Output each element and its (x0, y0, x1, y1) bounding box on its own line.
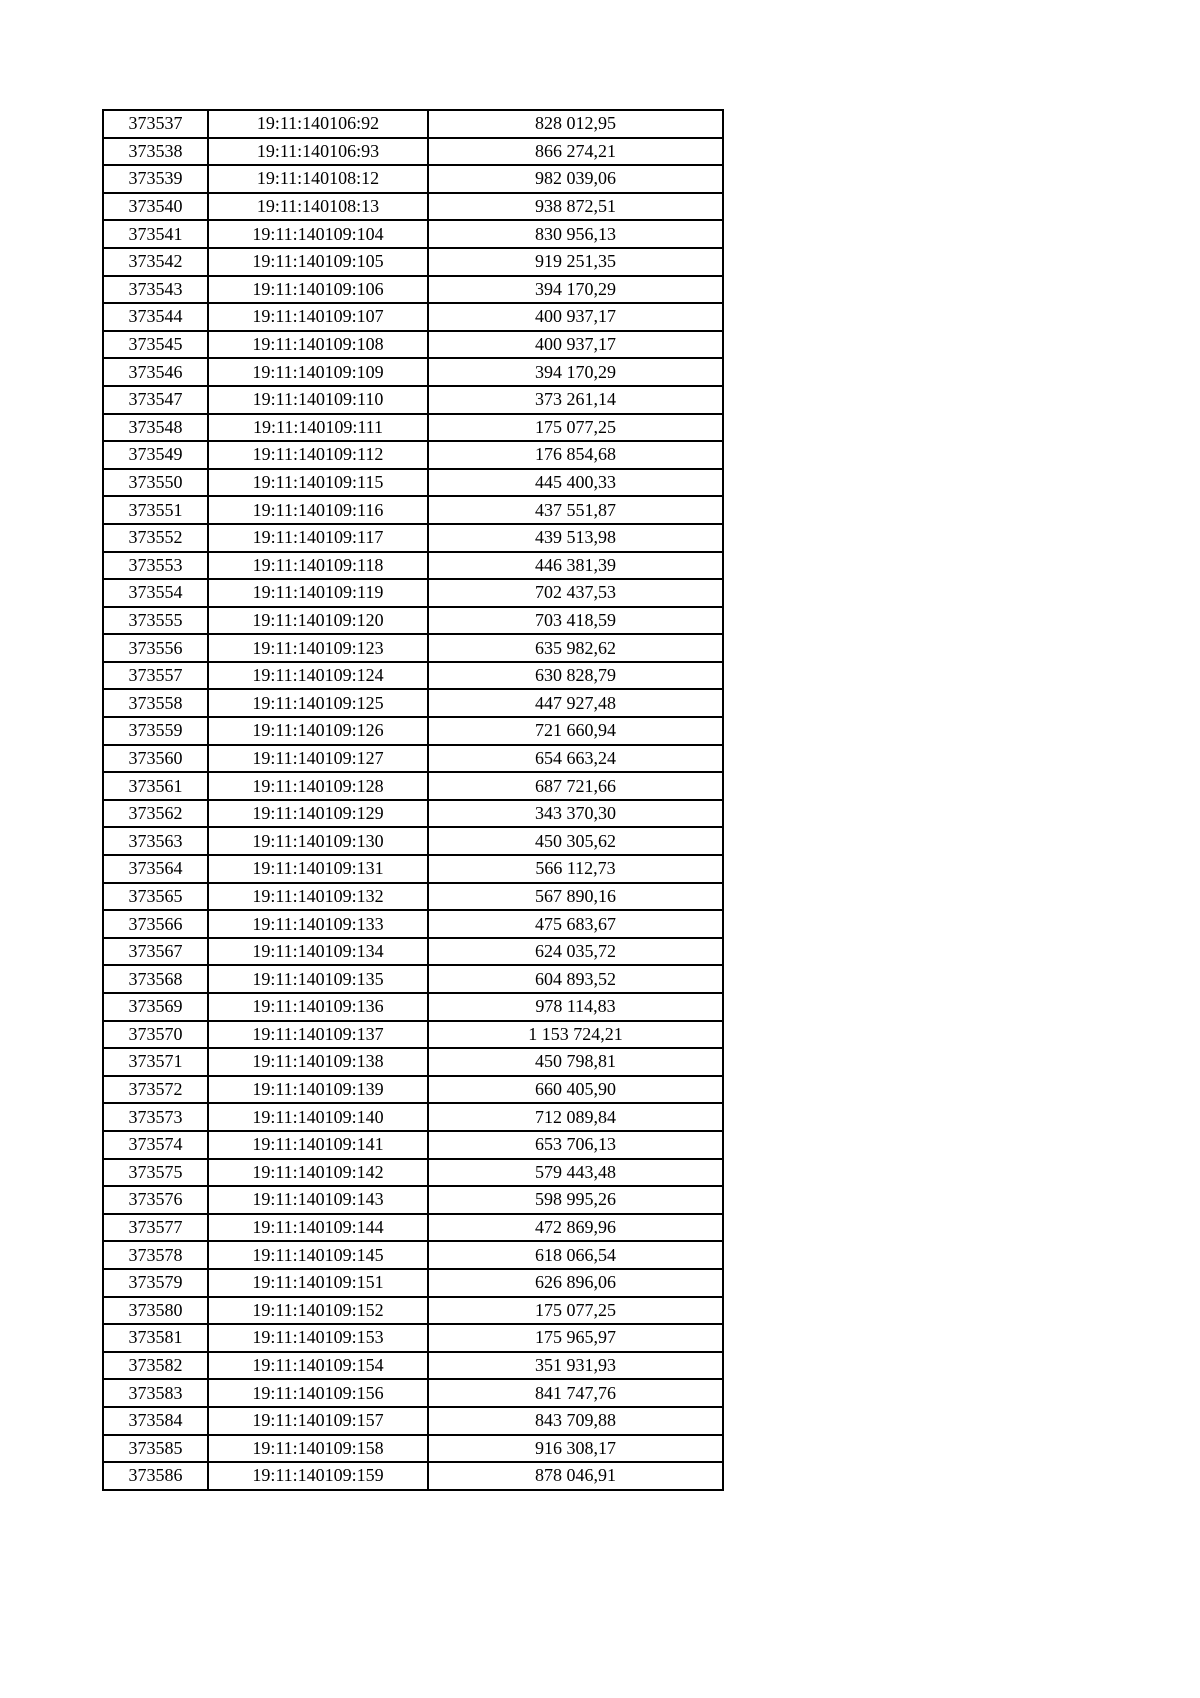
cadastral-value-cell: 604 893,52 (428, 965, 723, 993)
cadastral-number-cell: 19:11:140109:137 (208, 1021, 428, 1049)
cadastral-value-cell: 450 305,62 (428, 827, 723, 855)
table-row (103, 689, 723, 717)
cadastral-number-cell: 19:11:140106:92 (208, 110, 428, 138)
table-row (103, 855, 723, 883)
cadastral-value-cell: 450 798,81 (428, 1048, 723, 1076)
cadastral-number-cell: 19:11:140109:126 (208, 717, 428, 745)
row-number-cell: 373546 (103, 358, 208, 386)
table-row (103, 1352, 723, 1380)
cadastral-value-cell: 400 937,17 (428, 331, 723, 359)
cadastral-number-cell: 19:11:140109:128 (208, 772, 428, 800)
row-number-cell: 373584 (103, 1407, 208, 1435)
table-row (103, 165, 723, 193)
cadastral-value-cell: 660 405,90 (428, 1076, 723, 1104)
table-row (103, 717, 723, 745)
row-number-cell: 373583 (103, 1379, 208, 1407)
cadastral-number-cell: 19:11:140109:131 (208, 855, 428, 883)
cadastral-value-cell: 878 046,91 (428, 1462, 723, 1490)
row-number-cell: 373570 (103, 1021, 208, 1049)
cadastral-value-cell: 702 437,53 (428, 579, 723, 607)
table-row (103, 883, 723, 911)
cadastral-value-cell: 343 370,30 (428, 800, 723, 828)
cadastral-value-cell: 175 077,25 (428, 1297, 723, 1325)
table-row (103, 469, 723, 497)
table-row (103, 1021, 723, 1049)
cadastral-number-cell: 19:11:140109:124 (208, 662, 428, 690)
cadastral-number-cell: 19:11:140109:105 (208, 248, 428, 276)
row-number-cell: 373544 (103, 303, 208, 331)
row-number-cell: 373554 (103, 579, 208, 607)
cadastral-value-cell: 175 077,25 (428, 414, 723, 442)
cadastral-number-cell: 19:11:140109:154 (208, 1352, 428, 1380)
table-row (103, 910, 723, 938)
table-row (103, 1269, 723, 1297)
cadastral-value-cell: 916 308,17 (428, 1435, 723, 1463)
row-number-cell: 373559 (103, 717, 208, 745)
row-number-cell: 373537 (103, 110, 208, 138)
table-row (103, 358, 723, 386)
cadastral-number-cell: 19:11:140109:138 (208, 1048, 428, 1076)
row-number-cell: 373550 (103, 469, 208, 497)
cadastral-number-cell: 19:11:140109:110 (208, 386, 428, 414)
table-row (103, 1159, 723, 1187)
cadastral-number-cell: 19:11:140109:108 (208, 331, 428, 359)
table-row (103, 331, 723, 359)
row-number-cell: 373568 (103, 965, 208, 993)
row-number-cell: 373566 (103, 910, 208, 938)
cadastral-number-cell: 19:11:140109:141 (208, 1131, 428, 1159)
row-number-cell: 373549 (103, 441, 208, 469)
row-number-cell: 373540 (103, 193, 208, 221)
row-number-cell: 373577 (103, 1214, 208, 1242)
table-row (103, 993, 723, 1021)
row-number-cell: 373543 (103, 276, 208, 304)
table-row (103, 1462, 723, 1490)
cadastral-number-cell: 19:11:140109:119 (208, 579, 428, 607)
table-row (103, 745, 723, 773)
table-row (103, 579, 723, 607)
table-row (103, 110, 723, 138)
table-row (103, 386, 723, 414)
cadastral-value-cell: 598 995,26 (428, 1186, 723, 1214)
table-row (103, 552, 723, 580)
cadastral-value-cell: 446 381,39 (428, 552, 723, 580)
cadastral-value-cell: 654 663,24 (428, 745, 723, 773)
table-row (103, 1241, 723, 1269)
cadastral-number-cell: 19:11:140109:144 (208, 1214, 428, 1242)
row-number-cell: 373542 (103, 248, 208, 276)
cadastral-number-cell: 19:11:140109:106 (208, 276, 428, 304)
table-row (103, 800, 723, 828)
cadastral-number-cell: 19:11:140109:156 (208, 1379, 428, 1407)
cadastral-number-cell: 19:11:140109:118 (208, 552, 428, 580)
table-row (103, 414, 723, 442)
cadastral-value-cell: 841 747,76 (428, 1379, 723, 1407)
table-row (103, 496, 723, 524)
row-number-cell: 373564 (103, 855, 208, 883)
cadastral-value-cell: 566 112,73 (428, 855, 723, 883)
cadastral-value-cell: 982 039,06 (428, 165, 723, 193)
cadastral-number-cell: 19:11:140109:130 (208, 827, 428, 855)
row-number-cell: 373580 (103, 1297, 208, 1325)
row-number-cell: 373551 (103, 496, 208, 524)
row-number-cell: 373562 (103, 800, 208, 828)
table-row (103, 303, 723, 331)
table-row (103, 524, 723, 552)
cadastral-number-cell: 19:11:140109:129 (208, 800, 428, 828)
cadastral-number-cell: 19:11:140109:104 (208, 220, 428, 248)
cadastral-number-cell: 19:11:140109:115 (208, 469, 428, 497)
row-number-cell: 373561 (103, 772, 208, 800)
row-number-cell: 373541 (103, 220, 208, 248)
cadastral-value-cell: 703 418,59 (428, 607, 723, 635)
cadastral-value-cell: 400 937,17 (428, 303, 723, 331)
cadastral-value-cell: 712 089,84 (428, 1103, 723, 1131)
cadastral-value-cell: 445 400,33 (428, 469, 723, 497)
cadastral-value-cell: 687 721,66 (428, 772, 723, 800)
cadastral-number-cell: 19:11:140109:134 (208, 938, 428, 966)
row-number-cell: 373545 (103, 331, 208, 359)
cadastral-number-cell: 19:11:140109:145 (208, 1241, 428, 1269)
cadastral-value-cell: 175 965,97 (428, 1324, 723, 1352)
row-number-cell: 373565 (103, 883, 208, 911)
table-row (103, 1214, 723, 1242)
cadastral-value-cell: 828 012,95 (428, 110, 723, 138)
table-row (103, 1435, 723, 1463)
row-number-cell: 373539 (103, 165, 208, 193)
table-row (103, 1048, 723, 1076)
cadastral-number-cell: 19:11:140109:116 (208, 496, 428, 524)
cadastral-number-cell: 19:11:140108:12 (208, 165, 428, 193)
cadastral-number-cell: 19:11:140108:13 (208, 193, 428, 221)
cadastral-value-cell: 866 274,21 (428, 138, 723, 166)
table-row (103, 138, 723, 166)
table-row (103, 772, 723, 800)
table-row (103, 441, 723, 469)
table-row (103, 276, 723, 304)
cadastral-value-cell: 567 890,16 (428, 883, 723, 911)
cadastral-value-cell: 447 927,48 (428, 689, 723, 717)
table-row (103, 1103, 723, 1131)
table-row (103, 220, 723, 248)
cadastral-number-cell: 19:11:140109:143 (208, 1186, 428, 1214)
table-row (103, 965, 723, 993)
cadastral-value-cell: 176 854,68 (428, 441, 723, 469)
cadastral-number-cell: 19:11:140109:109 (208, 358, 428, 386)
cadastral-value-cell: 630 828,79 (428, 662, 723, 690)
cadastral-number-cell: 19:11:140109:142 (208, 1159, 428, 1187)
cadastral-value-cell: 394 170,29 (428, 358, 723, 386)
row-number-cell: 373557 (103, 662, 208, 690)
cadastral-value-cell: 1 153 724,21 (428, 1021, 723, 1049)
cadastral-value-cell: 721 660,94 (428, 717, 723, 745)
cadastral-value-cell: 394 170,29 (428, 276, 723, 304)
cadastral-number-cell: 19:11:140109:159 (208, 1462, 428, 1490)
row-number-cell: 373574 (103, 1131, 208, 1159)
table-row (103, 1379, 723, 1407)
cadastral-number-cell: 19:11:140109:135 (208, 965, 428, 993)
cadastral-value-cell: 919 251,35 (428, 248, 723, 276)
cadastral-value-cell: 635 982,62 (428, 634, 723, 662)
cadastral-number-cell: 19:11:140109:120 (208, 607, 428, 635)
table-row (103, 607, 723, 635)
cadastral-value-cell: 626 896,06 (428, 1269, 723, 1297)
row-number-cell: 373569 (103, 993, 208, 1021)
row-number-cell: 373578 (103, 1241, 208, 1269)
cadastral-value-cell: 830 956,13 (428, 220, 723, 248)
table-body (103, 110, 723, 1490)
row-number-cell: 373582 (103, 1352, 208, 1380)
cadastral-number-cell: 19:11:140109:123 (208, 634, 428, 662)
cadastral-value-cell: 624 035,72 (428, 938, 723, 966)
cadastral-number-cell: 19:11:140109:125 (208, 689, 428, 717)
cadastral-number-cell: 19:11:140109:107 (208, 303, 428, 331)
table-row (103, 1407, 723, 1435)
row-number-cell: 373538 (103, 138, 208, 166)
table-row (103, 938, 723, 966)
row-number-cell: 373571 (103, 1048, 208, 1076)
cadastral-number-cell: 19:11:140106:93 (208, 138, 428, 166)
row-number-cell: 373576 (103, 1186, 208, 1214)
row-number-cell: 373572 (103, 1076, 208, 1104)
row-number-cell: 373560 (103, 745, 208, 773)
cadastral-number-cell: 19:11:140109:158 (208, 1435, 428, 1463)
table-row (103, 1131, 723, 1159)
cadastral-number-cell: 19:11:140109:112 (208, 441, 428, 469)
table-row (103, 1076, 723, 1104)
cadastral-number-cell: 19:11:140109:151 (208, 1269, 428, 1297)
cadastral-value-cell: 618 066,54 (428, 1241, 723, 1269)
cadastral-value-cell: 475 683,67 (428, 910, 723, 938)
cadastral-number-cell: 19:11:140109:133 (208, 910, 428, 938)
cadastral-number-cell: 19:11:140109:157 (208, 1407, 428, 1435)
row-number-cell: 373586 (103, 1462, 208, 1490)
cadastral-number-cell: 19:11:140109:132 (208, 883, 428, 911)
table-row (103, 248, 723, 276)
cadastral-value-cell: 439 513,98 (428, 524, 723, 552)
cadastral-number-cell: 19:11:140109:153 (208, 1324, 428, 1352)
cadastral-value-cell: 938 872,51 (428, 193, 723, 221)
cadastral-number-cell: 19:11:140109:117 (208, 524, 428, 552)
row-number-cell: 373573 (103, 1103, 208, 1131)
cadastral-value-cell: 978 114,83 (428, 993, 723, 1021)
cadastral-value-cell: 351 931,93 (428, 1352, 723, 1380)
row-number-cell: 373555 (103, 607, 208, 635)
cadastral-value-cell: 843 709,88 (428, 1407, 723, 1435)
row-number-cell: 373553 (103, 552, 208, 580)
row-number-cell: 373579 (103, 1269, 208, 1297)
row-number-cell: 373567 (103, 938, 208, 966)
table-row (103, 827, 723, 855)
cadastral-value-cell: 373 261,14 (428, 386, 723, 414)
row-number-cell: 373552 (103, 524, 208, 552)
cadastral-number-cell: 19:11:140109:127 (208, 745, 428, 773)
row-number-cell: 373547 (103, 386, 208, 414)
cadastral-number-cell: 19:11:140109:111 (208, 414, 428, 442)
cadastral-value-cell: 437 551,87 (428, 496, 723, 524)
row-number-cell: 373585 (103, 1435, 208, 1463)
table-row (103, 1297, 723, 1325)
table-row (103, 662, 723, 690)
cadastral-value-cell: 653 706,13 (428, 1131, 723, 1159)
cadastral-value-cell: 472 869,96 (428, 1214, 723, 1242)
table-row (103, 1186, 723, 1214)
row-number-cell: 373575 (103, 1159, 208, 1187)
cadastral-value-cell: 579 443,48 (428, 1159, 723, 1187)
cadastral-number-cell: 19:11:140109:136 (208, 993, 428, 1021)
cadastral-number-cell: 19:11:140109:139 (208, 1076, 428, 1104)
cadastral-value-table (102, 109, 724, 1491)
table-row (103, 193, 723, 221)
cadastral-number-cell: 19:11:140109:152 (208, 1297, 428, 1325)
row-number-cell: 373548 (103, 414, 208, 442)
table-row (103, 634, 723, 662)
table-row (103, 1324, 723, 1352)
row-number-cell: 373563 (103, 827, 208, 855)
cadastral-number-cell: 19:11:140109:140 (208, 1103, 428, 1131)
row-number-cell: 373558 (103, 689, 208, 717)
row-number-cell: 373581 (103, 1324, 208, 1352)
row-number-cell: 373556 (103, 634, 208, 662)
